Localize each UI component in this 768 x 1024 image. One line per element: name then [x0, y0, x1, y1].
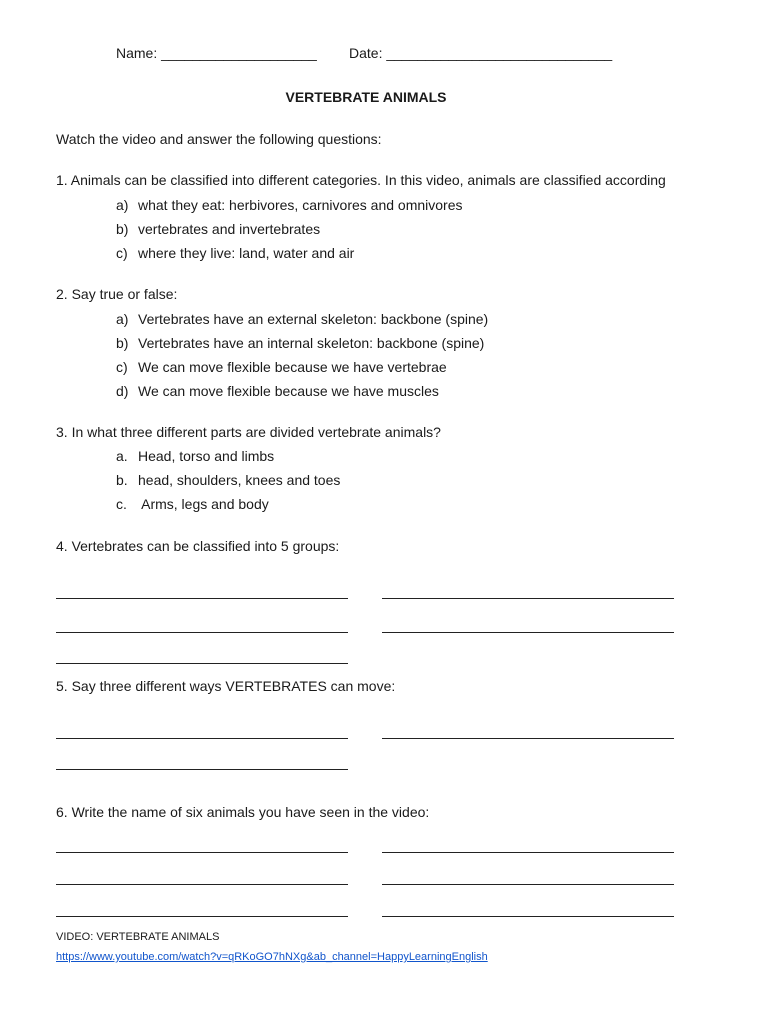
option-letter: a. [116, 448, 128, 464]
option-text: where they live: land, water and air [138, 245, 355, 261]
option-letter: a) [116, 197, 129, 213]
option-text: what they eat: herbivores, carnivores and omnivores [138, 197, 463, 213]
answer-blank[interactable] [382, 884, 674, 885]
answer-blank[interactable] [382, 598, 674, 599]
q2-option-a [116, 310, 488, 328]
q2-option-d [116, 382, 439, 400]
date-field-label: Date: _____________________________ [349, 45, 613, 61]
answer-blank[interactable] [56, 738, 348, 739]
option-text: vertebrates and invertebrates [138, 221, 321, 237]
q1-option-c [116, 244, 354, 262]
option-letter: c. [116, 496, 127, 512]
answer-blank[interactable] [56, 769, 348, 770]
option-text: Vertebrates have an internal skeleton: backbone (spine) [138, 335, 485, 351]
question-5: 5. Say three different ways VERTEBRATES can move: [56, 678, 396, 694]
option-text: Head, torso and limbs [138, 448, 275, 464]
video-link[interactable]: https://www.youtube.com/watch?v=qRKoGO7hNXg&ab_channel=HappyLearningEnglish [56, 951, 488, 963]
answer-blank[interactable] [56, 663, 348, 664]
answer-blank[interactable] [382, 632, 674, 633]
answer-blank[interactable] [56, 884, 348, 885]
option-letter: d) [116, 383, 129, 399]
name-field-label: Name: ____________________ [116, 45, 317, 61]
q3-option-a [116, 447, 274, 465]
option-letter: c) [116, 245, 128, 261]
q1-option-b [116, 220, 320, 238]
q2-option-b [116, 334, 484, 352]
option-letter: c) [116, 359, 128, 375]
question-3: 3. In what three different parts are divided vertebrate animals? [56, 424, 441, 440]
answer-blank[interactable] [56, 852, 348, 853]
video-label: VIDEO: VERTEBRATE ANIMALS [56, 931, 220, 943]
q3-option-c [116, 495, 269, 513]
q1-option-a [116, 196, 463, 214]
question-1: 1. Animals can be classified into different categories. In this video, animals are classified according [56, 172, 666, 188]
answer-blank[interactable] [382, 916, 674, 917]
q3-option-b [116, 471, 340, 489]
answer-blank[interactable] [382, 738, 674, 739]
answer-blank[interactable] [56, 598, 348, 599]
option-text: Vertebrates have an external skeleton: backbone (spine) [138, 311, 489, 327]
answer-blank[interactable] [56, 632, 348, 633]
answer-blank[interactable] [382, 852, 674, 853]
question-4: 4. Vertebrates can be classified into 5 groups: [56, 538, 340, 554]
option-letter: b) [116, 335, 129, 351]
instructions-text: Watch the video and answer the following questions: [56, 131, 382, 147]
option-letter: b) [116, 221, 129, 237]
question-6: 6. Write the name of six animals you have seen in the video: [56, 804, 430, 820]
q2-option-c [116, 358, 447, 376]
option-text: head, shoulders, knees and toes [138, 472, 341, 488]
option-letter: b. [116, 472, 128, 488]
page-title: VERTEBRATE ANIMALS [285, 89, 447, 105]
answer-blank[interactable] [56, 916, 348, 917]
option-text: We can move flexible because we have vertebrae [138, 359, 447, 375]
option-letter: a) [116, 311, 129, 327]
option-text: Arms, legs and body [138, 496, 269, 512]
question-2: 2. Say true or false: [56, 286, 178, 302]
option-text: We can move flexible because we have muscles [138, 383, 439, 399]
